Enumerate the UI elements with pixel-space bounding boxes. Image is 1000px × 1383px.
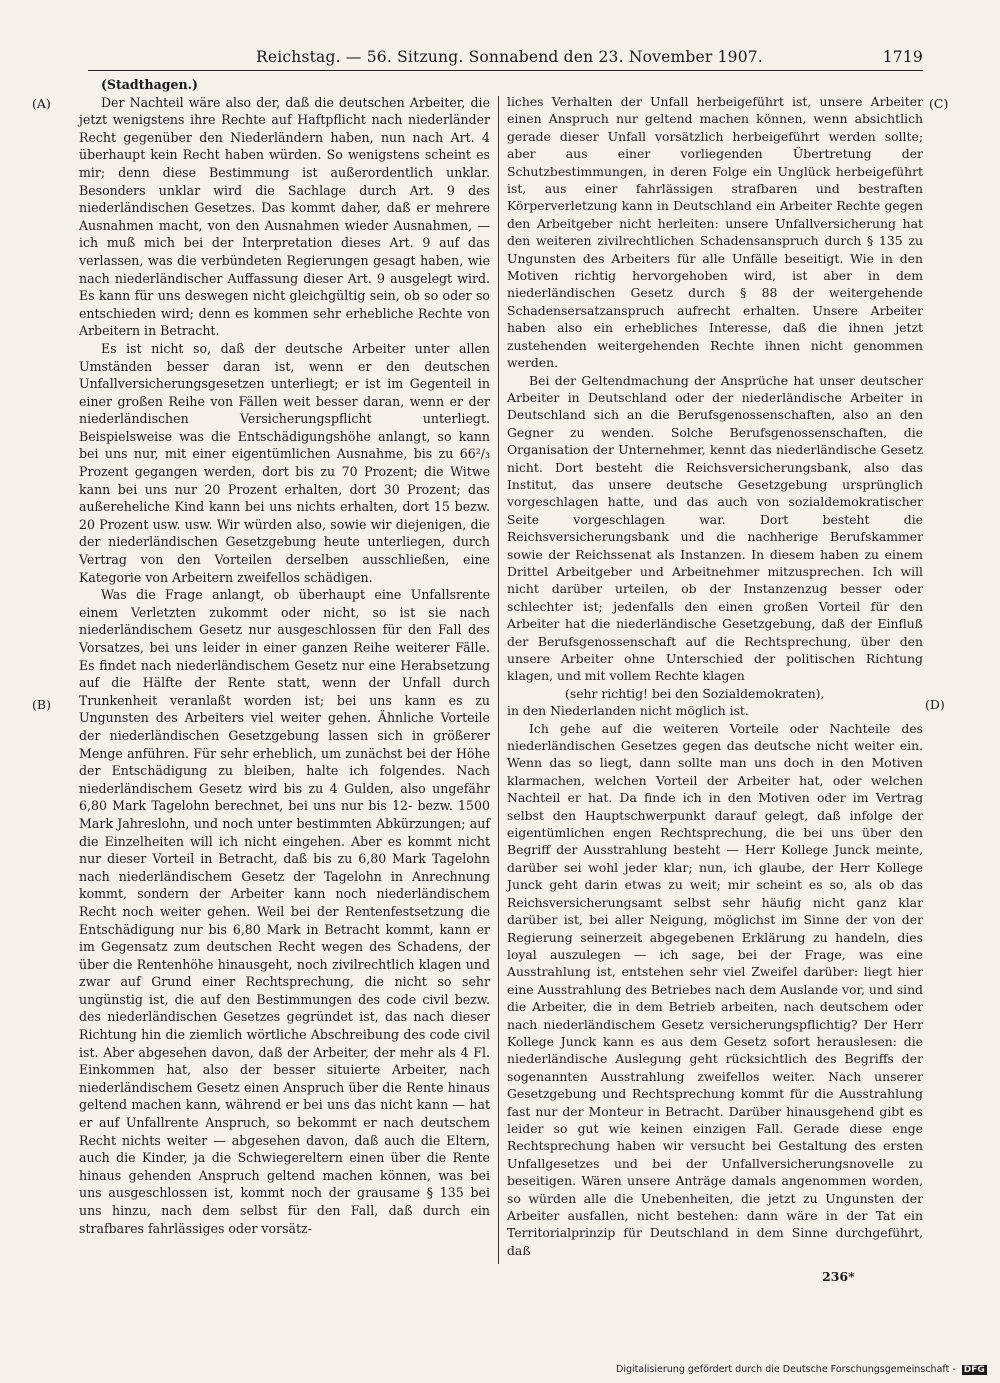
margin-marker-b: (B): [32, 697, 51, 712]
column-divider: [498, 96, 499, 1264]
digitization-footer: [616, 1364, 996, 1380]
running-title: Reichstag. — 56. Sitzung. Sonnabend den 23. November 1907.: [256, 48, 763, 66]
right-paragraph-3: Ich gehe auf die weiteren Vorteile oder Nachteile des niederländischen Gesetzes gegen das deutsche nicht weiter ein. Wenn das so liegt, dann sollte man uns doch in den Motiven klarmachen, welchen Vorteil der Arbeiter hat, oder welchen Nachteil er hat. Da finde ich in den Motiven oder im Vertrag selbst den Hauptschwerpunkt darauf gelegt, daß infolge der eigentümlichen engen Rechtsprechung, die bei uns über den Begriff der Ausstrahlung besteht — Herr Kollege Junck meinte, darüber sei wohl jeder klar; nun, ich glaube, der Herr Kollege Junck geht darin etwas zu weit; mir scheint es so, als ob das Reichsversicherungsamt selbst sehr häufig nicht ganz klar darüber ist, bei aller Neigung, möglichst im Sinne der von der Regierung seinerzeit abgegebenen Erklärung zu handeln, dies loyal auszulegen — ich sage, bei der Frage, was eine Ausstrahlung ist, entstehen sehr viel Zweifel darüber: liegt hier eine Ausstrahlung des Betriebes nach dem Auslande vor, und sind die Arbeiter, die in dem Betrieb arbeiten, nach deutschem oder nach niederländischem Gesetz versicherungspflichtig? Der Herr Kollege Junck kann es aus dem Gesetz sofort herauslesen: die niederländische Auslegung geht rücksichtlich des Begriffs der sogenannten Ausstrahlung zweifellos weiter. Nach unserer Gesetzgebung und Rechtsprechung kommt für die Ausstrahlung fast nur der Monteur in Betracht. Darüber hinausgehend gibt es leider so gut wie keinen einzigen Fall. Gerade diese enge Rechtsprechung haben wir versucht bei Gestaltung des ersten Unfallgesetzes und bei der Unfallversicherungsnovelle zu beseitigen. Wären unsere Anträge damals angenommen worden, so würden alle die Unebenheiten, die jetzt zu Ungunsten der Arbeiter ausfallen, nicht bestehen: dann wäre in der Tat ein Territorialprinzip für Deutschland in dem Sinne durchgeführt, daß: [507, 720, 923, 1258]
right-column: [507, 93, 923, 1259]
interjection: (sehr richtig! bei den Sozialdemokraten),: [565, 685, 825, 701]
margin-marker-a: (A): [32, 96, 51, 111]
page-number: 1719: [882, 48, 923, 66]
left-paragraph-1: Der Nachteil wäre also der, daß die deutschen Arbeiter, die jetzt wenigstens ihre Rechte auf Haftpflicht nach niederländer Recht gegenüber den Niederländern haben, nun nach Art. 4 überhaupt kein Recht haben würden. So wenigstens scheint es mir; denn diese Bestimmung ist außerordentlich unklar. Besonders unklar wird die Sachlage durch Art. 9 des niederländischen Gesetzes. Das kommt daher, daß er mehrere Ausnahmen macht, von den Ausnahmen wieder Ausnahmen, — ich muß mich bei der Interpretation dieses Art. 9 auf das verlassen, was die verbündeten Regierungen gesagt haben, wie nach niederländischer Auffassung dieser Art. 9 ausgelegt wird. Es kann für uns deswegen nicht gleichgültig sein, ob so oder so entschieden wird; denn es kommen sehr erhebliche Rechte von Arbeitern in Betracht.: [79, 94, 490, 339]
margin-marker-d: (D): [925, 697, 945, 712]
left-paragraph-3: Was die Frage anlangt, ob überhaupt eine Unfallsrente einem Verletzten zukommt oder nicht, so ist sie nach niederländischem Gesetz nur ausgeschlossen für den Fall des Vorsatzes, bei uns leider in einer ganzen Reihe weiterer Fälle. Es findet nach niederländischem Gesetz nur eine Herabsetzung auf die Hälfte der Rente statt, wenn der Unfall durch Trunkenheit veranlaßt worden ist; bei uns kann es zu Ungunsten des Arbeiters viel weiter gehen. Ähnliche Vorteile der niederländischen Gesetzgebung lassen sich in größerer Menge anführen. Für sehr erheblich, um zunächst bei der Höhe der Entschädigung zu bleiben, halte ich folgendes. Nach niederländischem Gesetz wird bis zu 4 Gulden, also ungefähr 6,80 Mark Tagelohn berechnet, bei uns nur bis 12- bezw. 1500 Mark Jahreslohn, und noch unter bestimmten Abkürzungen; auf die Einzelheiten will ich nicht eingehen. Aber es kommt nicht nur dieser Vorteil in Betracht, daß bis zu 6,80 Mark Tagelohn nach niederländischem Gesetz der Tagelohn in Anrechnung kommt, sondern der Arbeiter kann noch niederländischem Recht noch weiter gehen. Weil bei der Rentenfestsetzung die Entschädigung nur bis 6,80 Mark in Betracht kommt, kann er im Gegensatz zum deutschen Recht wegen des Schadens, der über die Rentenhöhe hinausgeht, noch zivilrechtlich klagen und zwar auf Grund einer Rechtsprechung, die nicht so sehr ungünstig ist, die auf den Bestimmungen des code civil bezw. des niederländischen Gesetzes gegründet ist, das nach dieser Richtung hin die ziemlich wörtliche Abschreibung des code civil ist. Aber abgesehen davon, daß der Arbeiter, der mehr als 4 Fl. Einkommen hat, also der besser situierte Arbeiter, nach niederländischem Gesetz einen Anspruch über die Rente hinaus geltend machen kann, während er bei uns das nicht kann — hat er auf Unfallrente Anspruch, so bekommt er nach deutschem Recht nichts weiter — abgesehen davon, daß auch die Eltern, auch die Kinder, ja die Schwiegereltern einen über die Rente hinaus gehenden Anspruch geltend machen können, was bei uns ausgeschlossen ist, kommt noch der grausame § 135 bei uns hinzu, nach dem selbst für den Fall, daß durch ein strafbares fahrlässiges oder vorsätz-: [79, 587, 490, 1236]
speaker-name: (Stadthagen.): [101, 77, 198, 92]
header-rule: [88, 70, 923, 71]
signature-mark: 236*: [822, 1269, 855, 1284]
right-paragraph-continuation: in den Niederlanden nicht möglich ist.: [507, 703, 749, 719]
dfg-logo-icon: DFG: [963, 1365, 985, 1375]
right-paragraph-2: Bei der Geltendmachung der Ansprüche hat unser deutscher Arbeiter in Deutschland oder der niederländische Arbeiter in Deutschland sich an die Berufsgenossenschaften, also an den Gegner zu wenden. Solche Berufsgenossenschaften, die Organisation der Unternehmer, kennt das niederländische Gesetz nicht. Dort besteht die Reichsversicherungsbank, also das Institut, das unsere deutsche Gesetzgebung ursprünglich vorgeschlagen hatte, und das auch von sozialdemokratischer Seite vorgeschlagen war. Dort besteht die Reichsversicherungsbank und die nachherige Berufskammer sowie der Reichssenat als Instanzen. In diesem haben zu einem Drittel Arbeitgeber und Arbeitnehmer mitzusprechen. Ich will nicht darüber urteilen, ob der Instanzenzug besser oder schlechter ist; jedenfalls den einen großen Vorteil für den Arbeiter hat die niederländische Gesetzgebung, daß der Einfluß der Berufsgenossenschaft auf die Rechtsprechung, über den unsere Arbeiter ohne Unterschied der politischen Richtung klagen, und mit vollem Rechte klagen: [507, 372, 923, 684]
left-column: [79, 76, 490, 1237]
footer-credit: Digitalisierung gefördert durch die Deutsche Forschungsgemeinschaft -: [616, 1364, 956, 1375]
margin-marker-c: (C): [929, 96, 949, 111]
running-header: [88, 44, 923, 72]
right-paragraph-1: liches Verhalten der Unfall herbeigeführt ist, unsere Arbeiter einen Anspruch nur geltend machen können, wenn absichtlich gerade dieser Unfall vorsätzlich herbeigeführt werden sollte; aber aus einer vorliegenden Übertretung der Schutzbestimmungen, in deren Folge ein Unglück herbeigeführt ist, aus einer fahrlässigen strafbaren und bestraften Körperverletzung kann in Deutschland ein Arbeiter Rechte gegen den Arbeitgeber nicht herleiten: unsere Unfallversicherung hat den weiteren zivilrechtlichen Schadensanspruch durch § 135 zu Ungunsten des Arbeiters für alle Unfälle beseitigt. Wie in den Motiven richtig hervorgehoben wird, ist aber in dem niederländischen Gesetz durch § 88 der weitergehende Schadensersatzanspruch aufrecht erhalten. Unsere Arbeiter haben also ein erhebliches Interesse, daß die ihnen jetzt zustehenden weitergehenden Rechte ihnen nicht genommen werden.: [507, 94, 923, 371]
left-paragraph-2: Es ist nicht so, daß der deutsche Arbeiter unter allen Umständen besser daran ist, wenn er den deutschen Unfallversicherungsgesetzen unterliegt; er ist im Gegenteil in einer großen Reihe von Fällen weit besser daran, wenn er der niederländischen Versicherungspflicht unterliegt. Beispielsweise was die Entschädigungshöhe anlangt, so kann bei uns nur, mit einer eigentümlichen Ausnahme, bis zu 66²/₃ Prozent gegangen werden, dort bis zu 70 Prozent; die Witwe kann bei uns nur 20 Prozent erhalten, dort 30 Prozent; das außereheliche Kind kann bei uns nichts erhalten, dort 15 bezw. 20 Prozent usw. usw. Wir würden also, sowie wir diejenigen, die der niederländischen Gesetzgebung heute unterliegen, durch Vertrag von den Vorteilen derselben ausschließen, eine Kategorie von Arbeitern zweifellos schädigen.: [79, 340, 490, 585]
